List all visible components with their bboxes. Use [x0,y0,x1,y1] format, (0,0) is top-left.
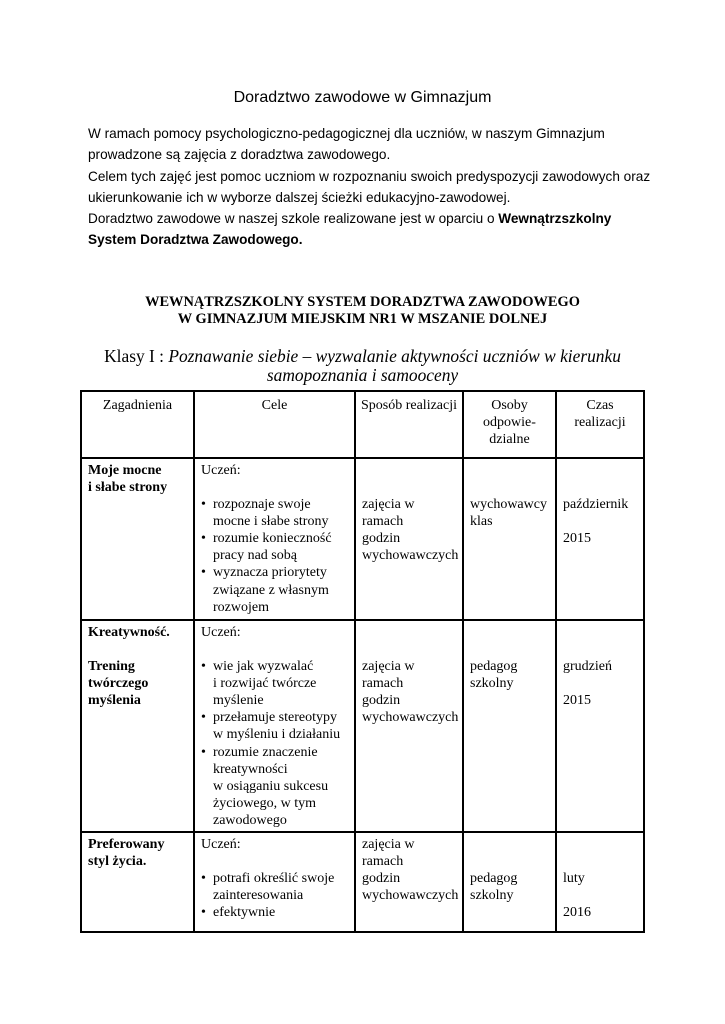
persons-cell [463,458,556,620]
goals-intro: Uczeń: [201,625,241,640]
goal-text: pracy nad sobą [213,548,297,564]
intro-line [88,229,648,250]
method-line: wychowawczych [362,710,459,726]
header-time-line: Czas [586,398,614,413]
list-item [201,658,348,709]
persons-line: szkolny [470,888,514,904]
class-title-prefix: Klasy I : [104,346,169,366]
persons-cell [463,620,556,832]
goals-cell [194,458,355,620]
method-line: zajęcia w ramach [362,497,415,530]
time-month: październik [563,497,629,512]
method-line: wychowawczych [362,888,459,904]
persons-line: wychowawcy [470,497,547,512]
topic-line: twórczego [88,676,149,692]
table-header-row [81,391,644,458]
time-month: grudzień [563,659,612,674]
header-topic: Zagadnienia [81,391,194,458]
time-year: 2016 [563,905,591,921]
intro-bold-text: System Doradztwa Zawodowego. [88,232,303,248]
goal-text: myślenie [213,693,264,709]
intro-text: Doradztwo zawodowe w naszej szkole realizowane jest w oparciu o [88,211,499,227]
goal-text: w osiąganiu sukcesu [213,778,329,794]
table-row [81,458,644,620]
topic-line: i słabe strony [88,480,168,496]
goal-text: zainteresowania [213,888,304,904]
time-year: 2015 [563,693,591,709]
method-line: godzin [362,871,401,887]
goals-list [201,496,348,616]
topic-cell [81,832,194,932]
persons-line: pedagog [470,659,518,674]
topic-cell [81,458,194,620]
class-title-line: samopoznania i samooceny [266,365,459,385]
topic-line: Trening [88,659,135,675]
intro-line: W ramach pomocy psychologiczno-pedagogicznej dla uczniów, w naszym Gimnazjum [88,126,605,141]
topic-line: Kreatywność. [88,625,170,640]
list-item [201,530,348,564]
persons-line: pedagog [470,871,518,887]
intro-line: Celem tych zajęć jest pomoc uczniom w rozpoznaniu swoich predyspozycji zawodowych oraz [88,168,651,184]
method-cell [355,832,463,932]
topic-line: Moje mocne [88,463,162,478]
goal-text: • rozumie znaczenie [213,744,318,760]
goal-text: związane z własnym [213,582,329,598]
class-title-italic: Poznawanie siebie – wyzwalanie aktywności uczniów w kierunku [168,346,621,366]
time-month: luty [563,871,585,887]
goal-text: • rozumie konieczność [213,531,332,547]
persons-line: szkolny [470,676,514,692]
header-persons [463,391,556,458]
method-line: wychowawczych [362,548,459,564]
goal-text: • rozpoznaje swoje [213,497,311,513]
goals-intro: Uczeń: [201,837,241,853]
time-cell [556,620,644,832]
class-title-line [100,347,625,366]
system-title-line: W GIMNAZJUM MIEJSKIM NR1 W MSZANIE DOLNEJ [177,310,548,327]
table-row [81,620,644,832]
intro-paragraph [88,123,651,251]
goals-cell [194,832,355,932]
intro-line: ukierunkowanie ich w wyborze dalszej ścieżki edukacyjno-zawodowej. [88,189,511,205]
topic-line: Preferowany [88,837,165,853]
list-item [201,870,348,904]
intro-line [88,208,648,229]
goal-text: w myśleniu i działaniu [213,727,341,743]
goals-list [201,658,348,829]
goals-list [201,870,348,921]
header-persons-line: odpowie- [483,415,536,431]
goals-cell [194,620,355,832]
goal-text: życiowego, w tym [213,795,317,811]
topic-cell [81,620,194,832]
intro-bold-text: Wewnątrzszkolny [498,211,612,227]
table-row [81,832,644,932]
intro-line: prowadzone są zajęcia z doradztwa zawodowego. [88,147,391,163]
method-cell [355,620,463,832]
list-item [201,904,348,921]
header-time-line: realizacji [574,415,626,431]
method-line: zajęcia w ramach [362,659,415,692]
goal-text: • efektywnie [213,905,276,921]
plan-table [80,390,645,933]
list-item [201,496,348,530]
persons-cell [463,832,556,932]
goal-text: mocne i słabe strony [213,514,329,530]
goal-text: • potrafi określić swoje [213,871,335,887]
time-year: 2015 [563,531,591,547]
method-line: godzin [362,693,401,709]
goal-text: i rozwijać twórcze [213,676,317,692]
goal-text: • przełamuje stereotypy [213,710,338,726]
list-item [201,744,348,829]
goal-text: zawodowego [213,812,287,828]
persons-line: klas [470,514,493,530]
class-title [100,347,625,385]
list-item [201,709,348,743]
header-method: Sposób realizacji [355,391,463,458]
time-cell [556,458,644,620]
goals-intro: Uczeń: [201,463,241,478]
topic-line: myślenia [88,693,141,709]
document-title: Doradztwo zawodowe w Gimnazjum [233,89,492,106]
method-line: zajęcia w ramach [362,837,415,870]
method-line: godzin [362,531,401,547]
system-title-line: WEWNĄTRZSZKOLNY SYSTEM DORADZTWA ZAWODOWEGO [145,294,580,310]
goal-text: • wyznacza priorytety [213,565,327,581]
header-persons-line: Osoby [491,398,528,413]
header-goals: Cele [194,391,355,458]
goal-text: • wie jak wyzwalać [213,659,314,675]
method-cell [355,458,463,620]
time-cell [556,832,644,932]
goal-text: rozwojem [213,599,269,615]
header-time [556,391,644,458]
system-title [0,294,725,327]
list-item [201,564,348,615]
header-persons-line: dzialne [489,432,530,448]
goal-text: kreatywności [213,761,288,777]
topic-line: styl życia. [88,854,147,870]
